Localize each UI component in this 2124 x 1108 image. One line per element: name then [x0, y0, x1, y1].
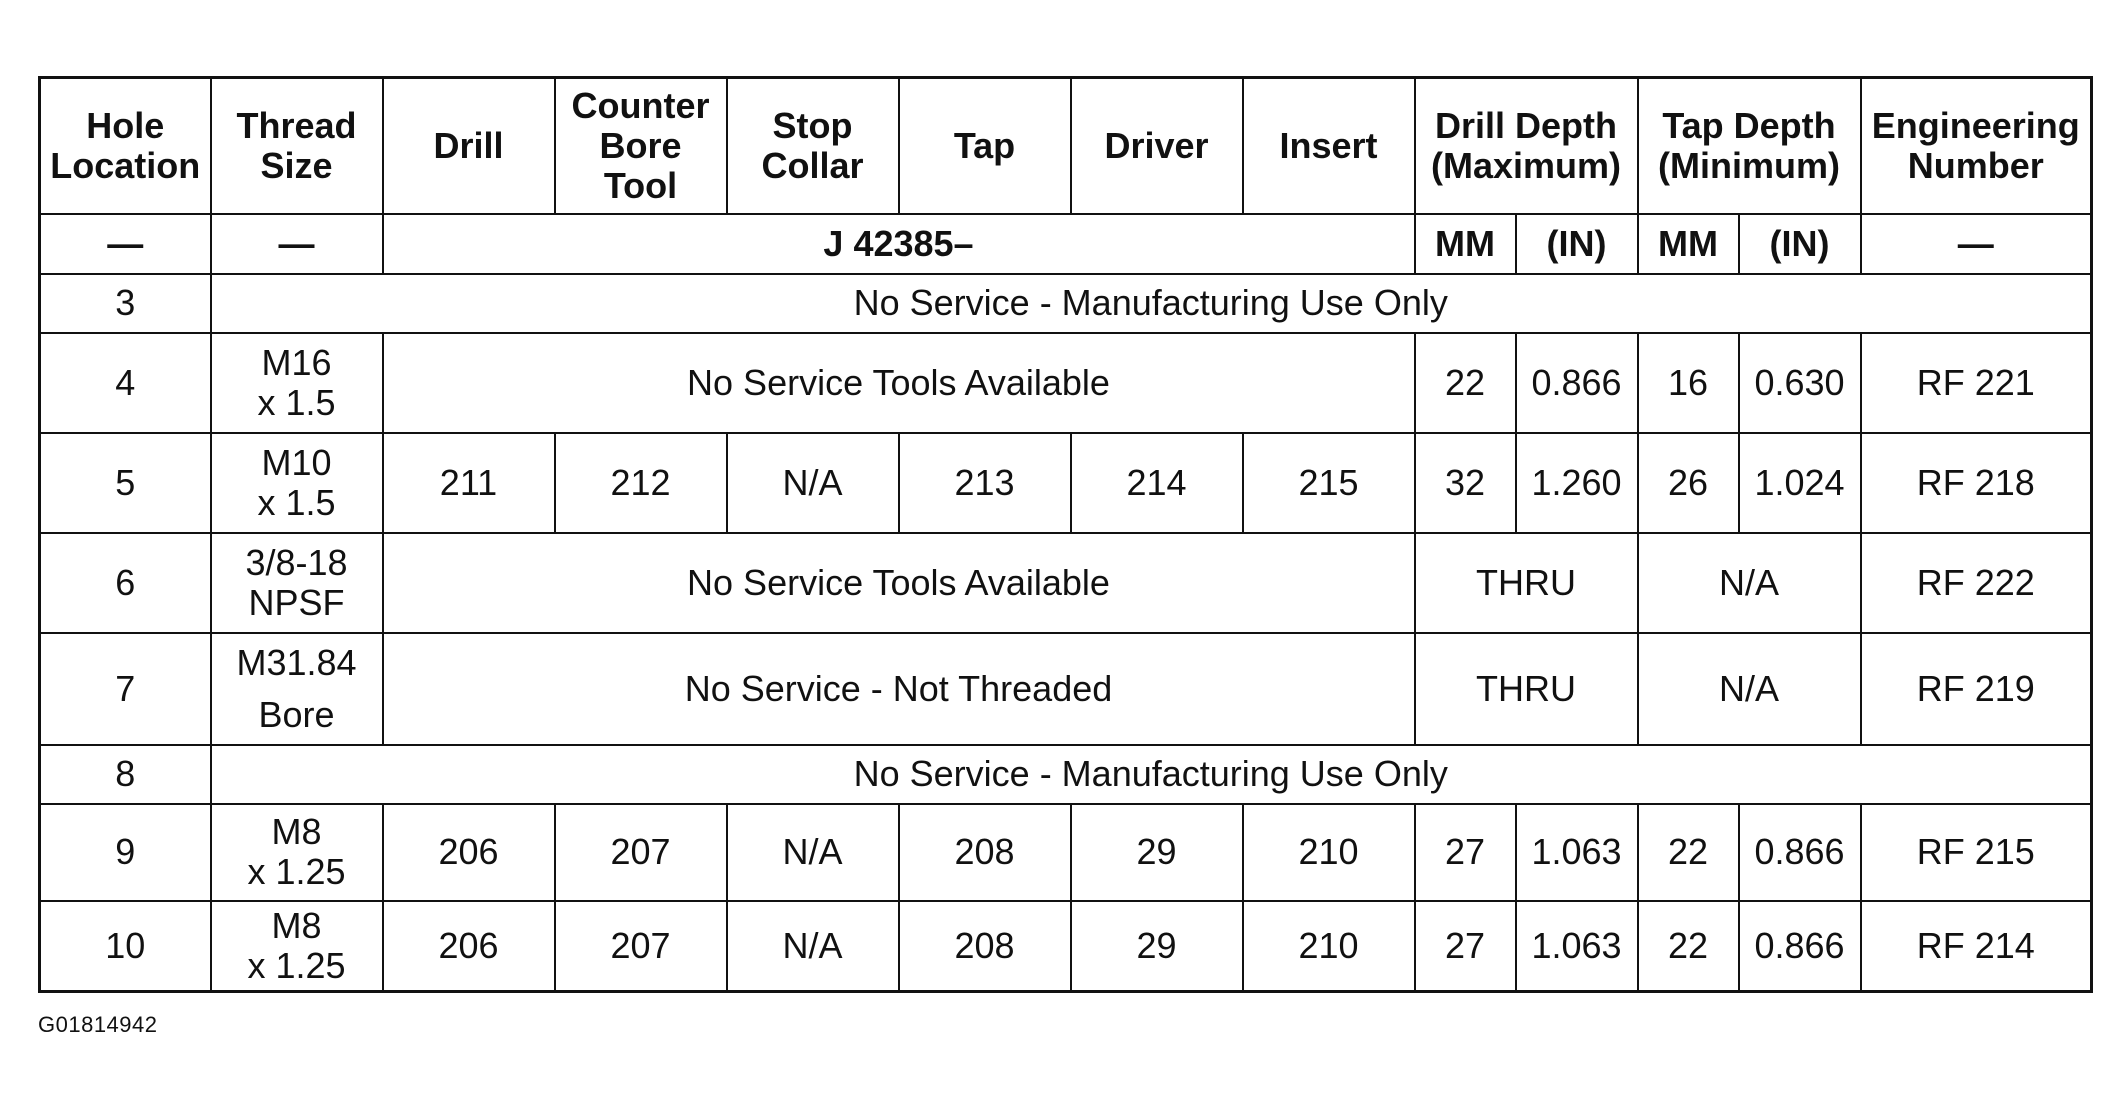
tap-depth-cell: N/A — [1638, 533, 1861, 633]
engineering-number-cell: RF 215 — [1861, 804, 2092, 901]
engineering-number-cell: RF 222 — [1861, 533, 2092, 633]
header-tap-depth: Tap Depth (Minimum) — [1638, 78, 1861, 214]
tap-depth-cell: N/A — [1638, 633, 1861, 745]
engineering-number-cell: RF 214 — [1861, 901, 2092, 992]
drill-depth-in-cell: 1.260 — [1516, 433, 1638, 533]
note-cell: No Service - Manufacturing Use Only — [211, 745, 2092, 804]
tap-depth-mm-cell: 22 — [1638, 901, 1739, 992]
note-cell: No Service Tools Available — [383, 333, 1415, 433]
counter-bore-cell: 207 — [555, 901, 727, 992]
thread-size-cell: M10 x 1.5 — [211, 433, 383, 533]
drill-depth-in-cell: 1.063 — [1516, 901, 1638, 992]
hole-location-cell: 6 — [40, 533, 211, 633]
insert-cell: 215 — [1243, 433, 1415, 533]
header-insert: Insert — [1243, 78, 1415, 214]
engineering-number-cell: RF 221 — [1861, 333, 2092, 433]
header-counter-bore-tool: Counter Bore Tool — [555, 78, 727, 214]
hole-location-cell: 9 — [40, 804, 211, 901]
hole-location-cell: 8 — [40, 745, 211, 804]
figure-id: G01814942 — [38, 1012, 158, 1037]
header-hole-location: Hole Location — [40, 78, 211, 214]
table-row — [40, 633, 2092, 745]
stop-collar-cell: N/A — [727, 901, 899, 992]
engineering-number-cell: RF 218 — [1861, 433, 2092, 533]
thread-size-cell: 3/8-18 NPSF — [211, 533, 383, 633]
hole-location-cell: 5 — [40, 433, 211, 533]
insert-cell: 210 — [1243, 901, 1415, 992]
thread-size-cell: M31.84 Bore — [211, 633, 383, 745]
drill-depth-cell: THRU — [1415, 533, 1638, 633]
header-row — [40, 78, 2092, 214]
tap-depth-in-cell: 0.866 — [1739, 804, 1861, 901]
hole-location-cell: 10 — [40, 901, 211, 992]
units-tap-depth-mm: MM — [1638, 214, 1739, 274]
header-driver: Driver — [1071, 78, 1243, 214]
drill-cell: 206 — [383, 804, 555, 901]
units-engineering-number: — — [1861, 214, 2092, 274]
thread-size-cell: M8 x 1.25 — [211, 901, 383, 992]
counter-bore-cell: 207 — [555, 804, 727, 901]
tap-depth-mm-cell: 22 — [1638, 804, 1739, 901]
table-row — [40, 901, 2092, 992]
tap-depth-mm-cell: 26 — [1638, 433, 1739, 533]
tap-cell: 213 — [899, 433, 1071, 533]
driver-cell: 29 — [1071, 804, 1243, 901]
tap-depth-in-cell: 0.866 — [1739, 901, 1861, 992]
counter-bore-cell: 212 — [555, 433, 727, 533]
header-drill-depth: Drill Depth (Maximum) — [1415, 78, 1638, 214]
tap-depth-in-cell: 0.630 — [1739, 333, 1861, 433]
driver-cell: 29 — [1071, 901, 1243, 992]
tap-depth-mm-cell: 16 — [1638, 333, 1739, 433]
table-row — [40, 333, 2092, 433]
stop-collar-cell: N/A — [727, 433, 899, 533]
engineering-number-cell: RF 219 — [1861, 633, 2092, 745]
header-engineering-number: Engineering Number — [1861, 78, 2092, 214]
units-tool-number: J 42385– — [383, 214, 1415, 274]
tap-depth-in-cell: 1.024 — [1739, 433, 1861, 533]
units-tap-depth-in: (IN) — [1739, 214, 1861, 274]
drill-depth-in-cell: 0.866 — [1516, 333, 1638, 433]
tap-cell: 208 — [899, 804, 1071, 901]
drill-cell: 206 — [383, 901, 555, 992]
stop-collar-cell: N/A — [727, 804, 899, 901]
note-cell: No Service - Not Threaded — [383, 633, 1415, 745]
table-row — [40, 433, 2092, 533]
drill-depth-mm-cell: 32 — [1415, 433, 1516, 533]
header-tap: Tap — [899, 78, 1071, 214]
table-row — [40, 804, 2092, 901]
table-row — [40, 274, 2092, 333]
units-row — [40, 214, 2092, 274]
insert-cell: 210 — [1243, 804, 1415, 901]
header-thread-size: Thread Size — [211, 78, 383, 214]
note-cell: No Service Tools Available — [383, 533, 1415, 633]
table-row — [40, 745, 2092, 804]
thread-size-cell: M16 x 1.5 — [211, 333, 383, 433]
drill-depth-mm-cell: 27 — [1415, 901, 1516, 992]
hole-location-cell: 7 — [40, 633, 211, 745]
note-cell: No Service - Manufacturing Use Only — [211, 274, 2092, 333]
hole-location-cell: 3 — [40, 274, 211, 333]
hole-location-cell: 4 — [40, 333, 211, 433]
thread-size-cell: M8 x 1.25 — [211, 804, 383, 901]
header-drill: Drill — [383, 78, 555, 214]
drill-depth-mm-cell: 27 — [1415, 804, 1516, 901]
units-thread-size: — — [211, 214, 383, 274]
drill-depth-cell: THRU — [1415, 633, 1638, 745]
units-hole-location: — — [40, 214, 211, 274]
driver-cell: 214 — [1071, 433, 1243, 533]
header-stop-collar: Stop Collar — [727, 78, 899, 214]
drill-depth-in-cell: 1.063 — [1516, 804, 1638, 901]
table-row — [40, 533, 2092, 633]
tap-cell: 208 — [899, 901, 1071, 992]
drill-cell: 211 — [383, 433, 555, 533]
units-drill-depth-mm: MM — [1415, 214, 1516, 274]
units-drill-depth-in: (IN) — [1516, 214, 1638, 274]
drill-depth-mm-cell: 22 — [1415, 333, 1516, 433]
hole-specification-table — [38, 76, 2093, 993]
